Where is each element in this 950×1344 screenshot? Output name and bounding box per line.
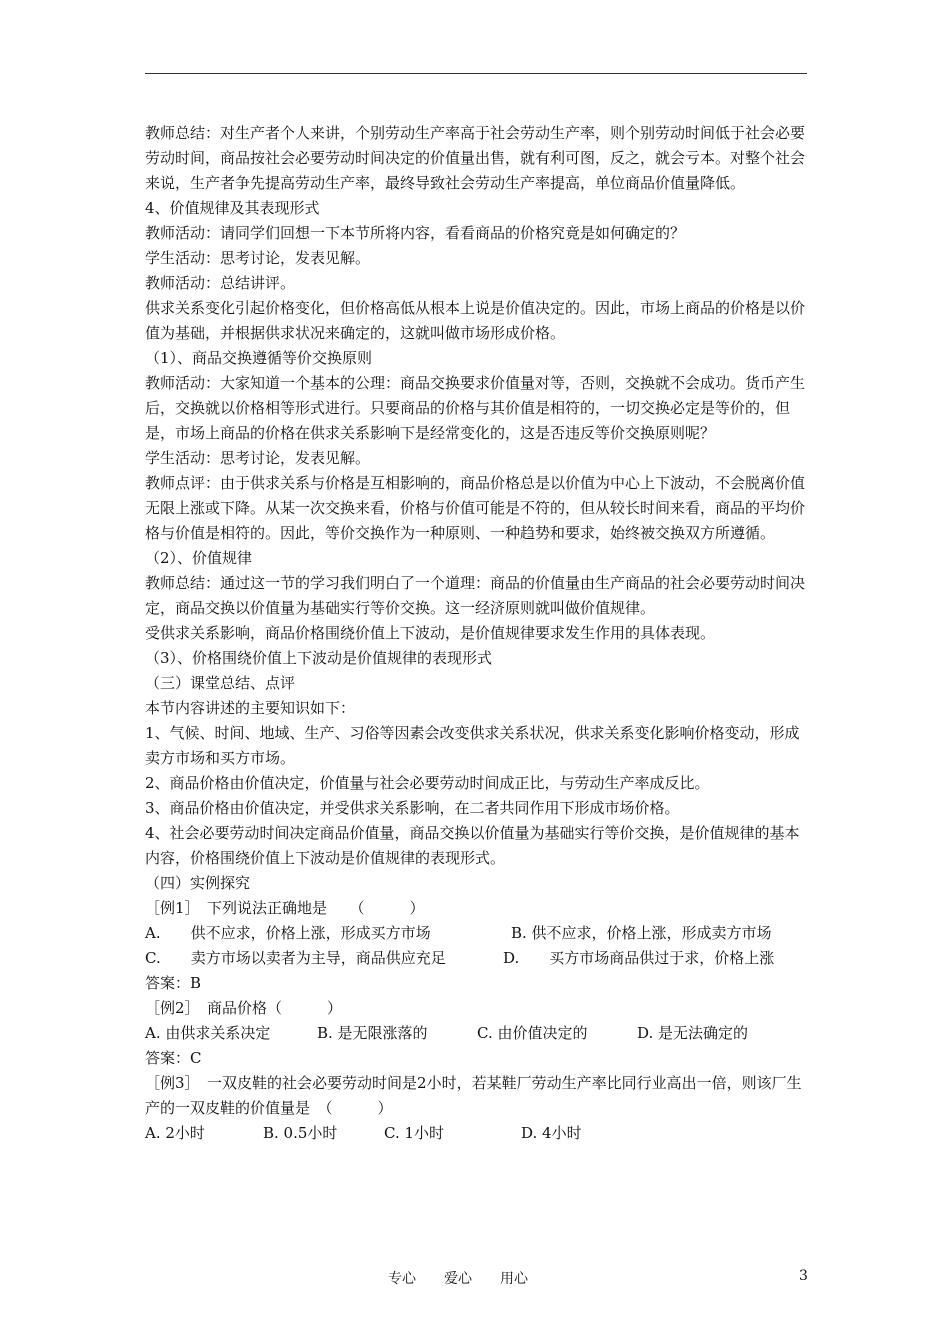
example-1-question: ［例1］ 下列说法正确地是 （ ）	[145, 899, 425, 917]
knowledge-point-2: 2、商品价格由价值决定，价值量与社会必要劳动时间成正比，与劳动生产率成反比。	[145, 774, 710, 792]
page-footer	[0, 1268, 950, 1292]
page-number: 3	[799, 1268, 808, 1284]
paragraph-teacher-activity-1: 教师活动：请同学们回想一下本节所将内容，看看商品的价格究竟是如何确定的？	[145, 224, 686, 242]
subheading-expression-form: （3）、价格围绕价值上下波动是价值规律的表现形式	[145, 649, 493, 667]
knowledge-point-4: 4、社会必要劳动时间决定商品价值量，商品交换以价值量为基础实行等价交换，是价值规律的基本内容，价格围绕价值上下波动是价值规律的表现形式。	[145, 824, 800, 867]
example-1-options-row-1	[145, 921, 807, 946]
subheading-value-law: （2）、价值规律	[145, 549, 253, 567]
paragraph-teacher-summary-2: 教师总结：通过这一节的学习我们明白了一个道理：商品的价值量由生产商品的社会必要劳动时间决定，商品交换以价值量为基础实行等价交换。这一经济原则就叫做价值规律。	[145, 574, 806, 617]
knowledge-point-3: 3、商品价格由价值决定，并受供求关系影响，在二者共同作用下形成市场价格。	[145, 799, 680, 817]
paragraph-teacher-summary-1: 教师总结：对生产者个人来讲，个别劳动生产率高于社会劳动生产率，则个别劳动时间低于社会必要劳动时间，商品按社会必要劳动时间决定的价值量出售，就有利可图，反之，就会亏本。对整个社会来说，生产者争先提高劳动生产率，最终导致社会劳动生产率提高，单位商品价值量降低。	[145, 124, 806, 192]
example-2-option-d: D. 是无法确定的	[637, 1024, 749, 1042]
subheading-equal-exchange: （1）、商品交换遵循等价交换原则	[145, 349, 373, 367]
knowledge-point-1: 1、气候、时间、地域、生产、习俗等因素会改变供求关系状况，供求关系变化影响价格变动，形成卖方市场和买方市场。	[145, 724, 800, 767]
document-body	[145, 121, 807, 1146]
paragraph-teacher-comment: 教师点评：由于供求关系与价格是互相影响的，商品价格总是以价值为中心上下波动，不会脱离价值无限上涨或下降。从某一次交换来看，价格与价值可能是不符的，但从较长时间来看，商品的平均价格与价值是相符的。因此，等价交换作为一种原则、一种趋势和要求，始终被交换双方所遵循。	[145, 474, 806, 542]
paragraph-price-fluctuation: 受供求关系影响，商品价格围绕价值上下波动，是价值规律要求发生作用的具体表现。	[145, 624, 716, 642]
example-2-question: ［例2］ 商品价格（ ）	[145, 999, 343, 1017]
example-1-option-b: B. 供不应求，价格上涨，形成卖方市场	[511, 924, 772, 942]
example-1-option-d: D. 买方市场商品供过于求，价格上涨	[503, 949, 775, 967]
paragraph-teacher-activity-2: 教师活动：总结讲评。	[145, 274, 296, 292]
footer-motto: 专心 爱心 用心	[388, 1271, 528, 1287]
paragraph-student-activity-1: 学生活动：思考讨论，发表见解。	[145, 249, 371, 267]
example-1-options-row-2	[145, 946, 807, 971]
example-3-options-row	[145, 1121, 807, 1146]
paragraph-knowledge-intro: 本节内容讲述的主要知识如下：	[145, 699, 356, 717]
example-2-answer: 答案：C	[145, 1049, 202, 1067]
section-heading-value-law: 4、价值规律及其表现形式	[145, 199, 320, 217]
example-2-option-a: A. 由供求关系决定	[145, 1024, 271, 1042]
example-1-option-a: A. 供不应求，价格上涨，形成买方市场	[145, 924, 431, 942]
example-1-answer: 答案：B	[145, 974, 202, 992]
header-rule	[145, 73, 807, 74]
example-3-option-d: D. 4小时	[521, 1124, 582, 1142]
example-3-option-a: A. 2小时	[145, 1124, 205, 1142]
section-heading-examples: （四）实例探究	[145, 874, 251, 892]
example-3-option-b: B. 0.5小时	[263, 1124, 338, 1142]
paragraph-teacher-activity-3: 教师活动：大家知道一个基本的公理：商品交换要求价值量对等，否则，交换就不会成功。货币产生后，交换就以价格相等形式进行。只要商品的价格与其价值是相符的，一切交换必定是等价的，但是，市场上商品的价格在供求关系影响下是经常变化的，这是否违反等价交换原则呢？	[145, 374, 806, 442]
paragraph-supply-demand: 供求关系变化引起价格变化，但价格高低从根本上说是价值决定的。因此，市场上商品的价格是以价值为基础，并根据供求状况来确定的，这就叫做市场形成价格。	[145, 299, 806, 342]
example-3-question: ［例3］ 一双皮鞋的社会必要劳动时间是2小时，若某鞋厂劳动生产率比同行业高出一倍，则该厂生产的一双皮鞋的价值量是 （ ）	[145, 1074, 802, 1117]
section-heading-class-summary: （三）课堂总结、点评	[145, 674, 296, 692]
example-3-option-c: C. 1小时	[384, 1124, 445, 1142]
paragraph-student-activity-2: 学生活动：思考讨论，发表见解。	[145, 449, 371, 467]
example-1-option-c: C. 卖方市场以卖者为主导，商品供应充足	[145, 949, 446, 967]
example-2-option-c: C. 由价值决定的	[477, 1024, 588, 1042]
example-2-option-b: B. 是无限涨落的	[317, 1024, 428, 1042]
example-2-options-row	[145, 1021, 807, 1046]
